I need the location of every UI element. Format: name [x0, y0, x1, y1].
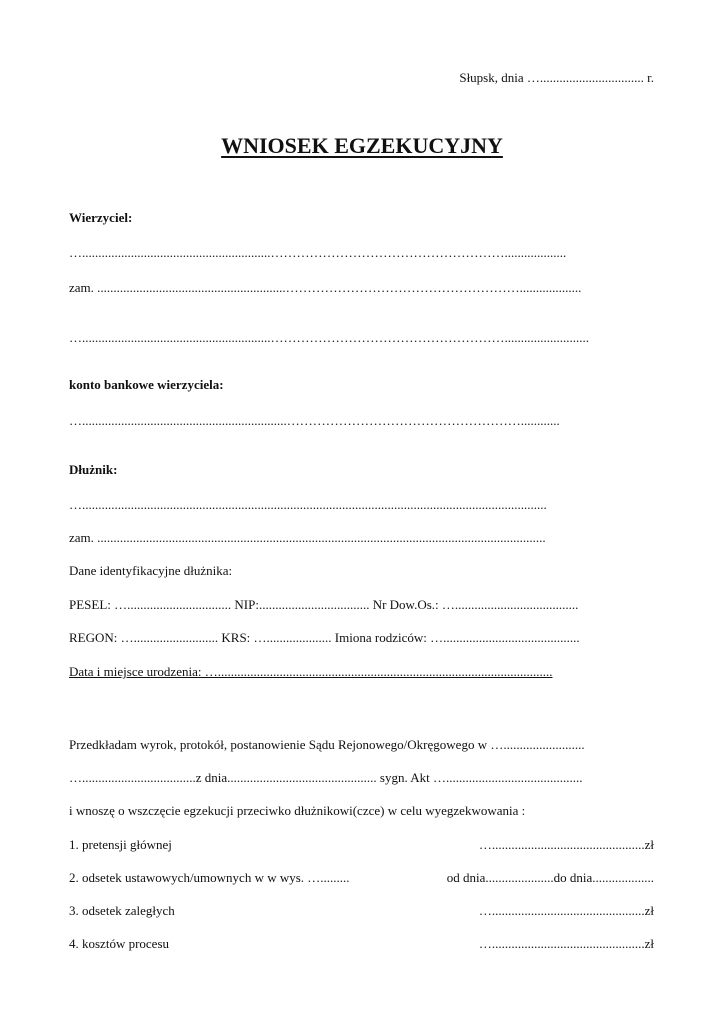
creditor-name-line: …..........................................................………………………………………………...................	[69, 245, 567, 260]
debtor-birth-line: Data i miejsce urodzenia: ….......................................................................................................	[69, 664, 553, 679]
place-and-date: Słupsk, dnia …................................ r.	[459, 70, 654, 85]
request-line-2: …...................................z dnia.............................................. sygn. Akt …..........................................	[69, 770, 583, 785]
item-3-label: 3. odsetek zaległych	[69, 903, 175, 918]
debtor-address-line: zam. ..........................................................................................................................................	[69, 530, 546, 545]
item-1-label: 1. pretensji głównej	[69, 837, 172, 852]
item-2-label: 2. odsetek ustawowych/umownych w w wys. ….........	[69, 870, 350, 885]
request-line-1: Przedkładam wyrok, protokół, postanowienie Sądu Rejonowego/Okręgowego w ….........................	[69, 737, 585, 752]
debtor-id-data-label: Dane identyfikacyjne dłużnika:	[69, 563, 233, 578]
creditor-bank-line: …...............................................................………………………………………………............	[69, 413, 560, 428]
request-line-3: i wnoszę o wszczęcie egzekucji przeciwko dłużnikowi(czce) w celu wyegzekwowania :	[69, 803, 526, 818]
debtor-regon-krs-line: REGON: ….......................... KRS: ….................... Imiona rodziców: …..........................................	[69, 630, 580, 645]
creditor-bank-label: konto bankowe wierzyciela:	[69, 377, 224, 392]
creditor-address-line-2: …..........................................................………………………………………………..........................	[69, 330, 589, 345]
debtor-name-line: …...............................................................................................................................................	[69, 497, 547, 512]
item-1-amount: …...............................................zł	[478, 837, 654, 852]
item-2-date-range: od dnia.....................do dnia...................	[446, 870, 654, 885]
creditor-address-line: zam. ..........................................................………………………………………………...................	[69, 280, 582, 295]
creditor-label: Wierzyciel:	[69, 210, 133, 225]
item-4-amount: …...............................................zł	[478, 936, 654, 951]
debtor-pesel-nip-line: PESEL: …................................ NIP:.................................. Nr Dow.Os.: …......................................	[69, 597, 579, 612]
item-4-label: 4. kosztów procesu	[69, 936, 170, 951]
item-3-amount: …...............................................zł	[478, 903, 654, 918]
document-title: WNIOSEK EGZEKUCYJNY	[221, 133, 503, 158]
debtor-label: Dłużnik:	[69, 462, 118, 477]
